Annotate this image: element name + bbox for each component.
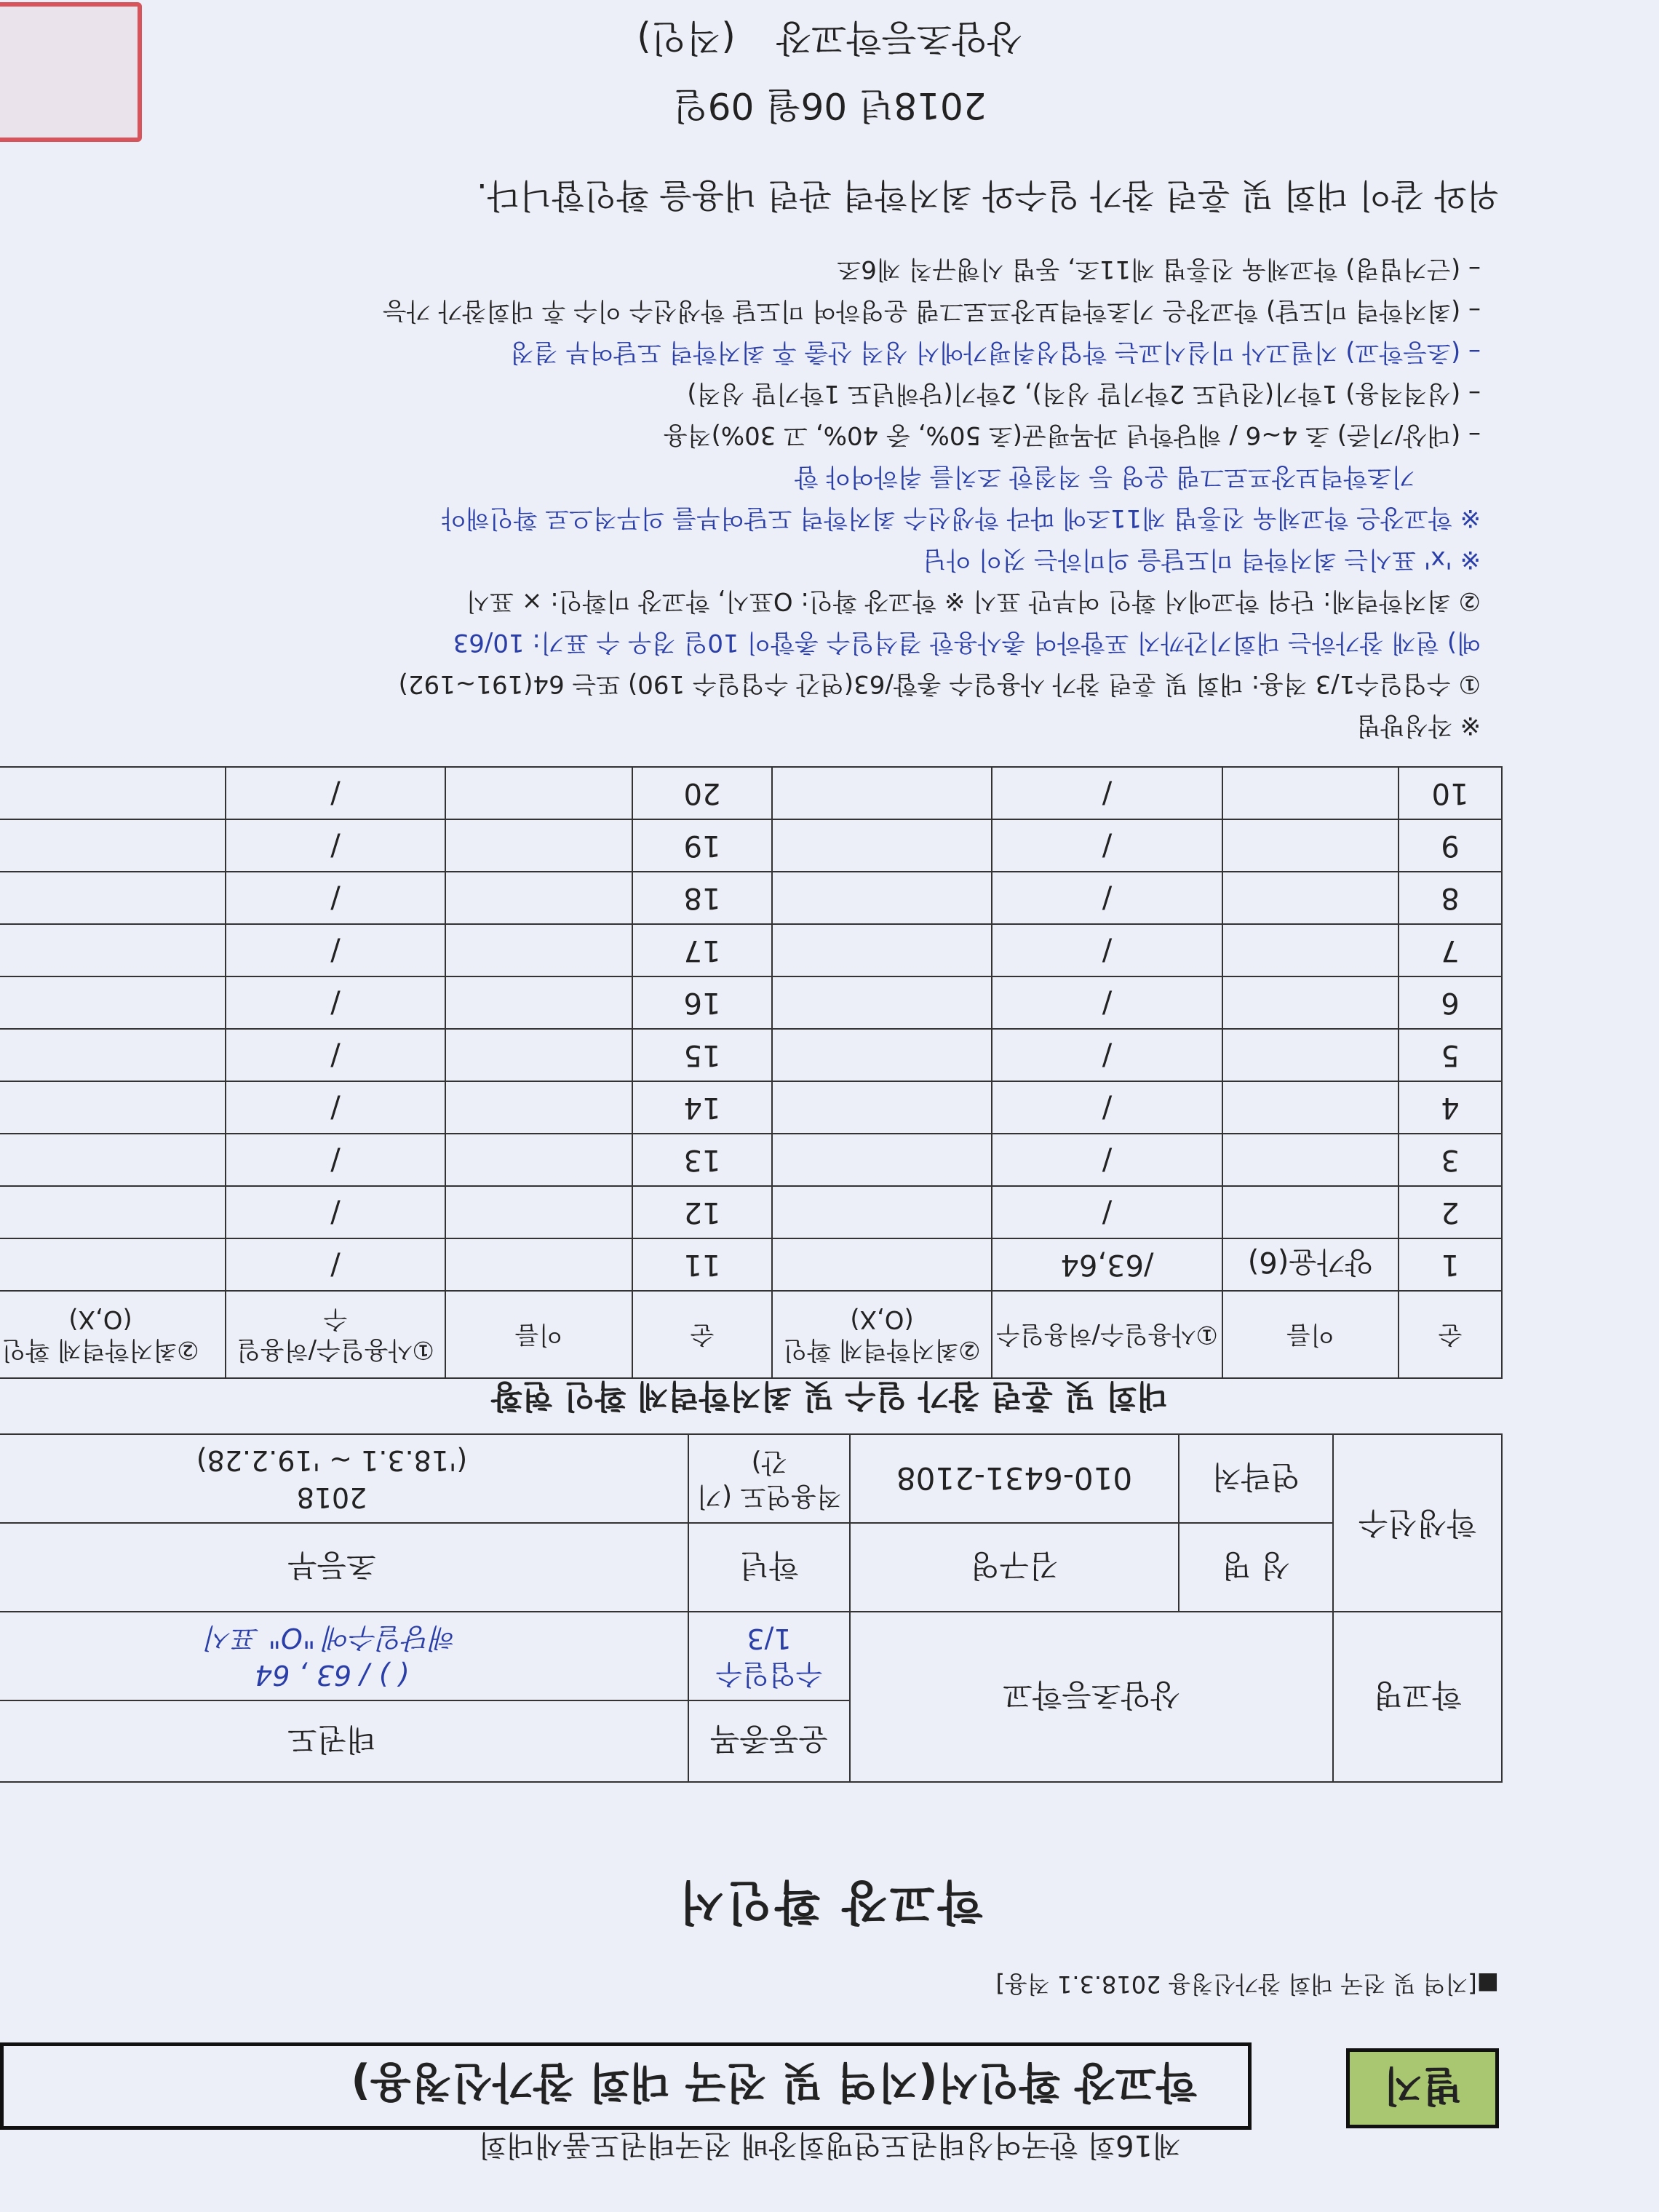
row-name bbox=[1222, 1134, 1399, 1186]
row-days-2: / bbox=[226, 1238, 445, 1291]
principal-signature bbox=[0, 15, 1659, 67]
table-row bbox=[0, 976, 1502, 1029]
grade-label: 학년 bbox=[688, 1523, 850, 1612]
row-no: 3 bbox=[1399, 1134, 1502, 1186]
row-academic bbox=[772, 1134, 992, 1186]
header-days-2: ①사용일수/허용일수 bbox=[226, 1291, 445, 1378]
row-academic bbox=[772, 767, 992, 819]
row-name-2 bbox=[445, 924, 632, 976]
row-name bbox=[1222, 767, 1399, 819]
row-name: 양가윤(6) bbox=[1222, 1238, 1399, 1291]
row-name bbox=[1222, 872, 1399, 924]
row-name bbox=[1222, 1029, 1399, 1081]
row-academic-2 bbox=[0, 1134, 226, 1186]
school-name-label: 학교명 bbox=[1333, 1612, 1502, 1782]
student-label: 학생선수 bbox=[1333, 1434, 1502, 1612]
row-days: / bbox=[992, 819, 1222, 872]
form-label-badge: 별지 bbox=[1346, 2048, 1499, 2128]
contact-label: 연락처 bbox=[1179, 1434, 1333, 1523]
row-no-2: 16 bbox=[632, 976, 772, 1029]
row-academic bbox=[772, 819, 992, 872]
row-no: 1 bbox=[1399, 1238, 1502, 1291]
sport-label: 운동종목 bbox=[688, 1700, 850, 1782]
attendance-value: ( ) / 63 , 64 bbox=[255, 1659, 409, 1692]
attendance-value-cell bbox=[0, 1612, 688, 1700]
row-no: 2 bbox=[1399, 1186, 1502, 1238]
row-academic-2 bbox=[0, 1186, 226, 1238]
year-value: 2018 bbox=[296, 1481, 367, 1514]
header-no-2: 순 bbox=[632, 1291, 772, 1378]
note-line: – (대상/기준) 초 4~6 / 해당학년 과목평균(초 50%, 중 40%, 고 30%)적용 bbox=[663, 421, 1481, 450]
row-academic bbox=[772, 976, 992, 1029]
attendance-ratio: 1/3 bbox=[747, 1623, 792, 1655]
school-name-value: 상암초등학교 bbox=[850, 1612, 1333, 1782]
row-days: / bbox=[992, 976, 1222, 1029]
note-line: – (성적적용) 1학기(전년도 2학기말 성적), 2학기(당해년도 1학기말 성적) bbox=[687, 379, 1481, 408]
row-academic bbox=[772, 1029, 992, 1081]
row-days: / bbox=[992, 872, 1222, 924]
row-days-2: / bbox=[226, 976, 445, 1029]
header-name: 이름 bbox=[1222, 1291, 1399, 1378]
contact-value: 010-6431-2108 bbox=[850, 1434, 1179, 1523]
row-academic-2 bbox=[0, 872, 226, 924]
row-name bbox=[1222, 819, 1399, 872]
row-academic-2 bbox=[0, 767, 226, 819]
principal-name: 상암초등학교장 bbox=[776, 17, 1022, 59]
header-name-2: 이름 bbox=[445, 1291, 632, 1378]
attendance-label-text: 수업일수 bbox=[715, 1658, 823, 1691]
row-name-2 bbox=[445, 819, 632, 872]
row-days-2: / bbox=[226, 1134, 445, 1186]
row-academic bbox=[772, 1186, 992, 1238]
row-days-2: / bbox=[226, 767, 445, 819]
note-line: – (근거법령) 학교체육 진흥법 제11조, 동법 시행규칙 제6조 bbox=[837, 255, 1481, 284]
row-no-2: 11 bbox=[632, 1238, 772, 1291]
row-name-2 bbox=[445, 1186, 632, 1238]
notes-section bbox=[4, 248, 1481, 746]
row-no-2: 15 bbox=[632, 1029, 772, 1081]
row-days-2: / bbox=[226, 1029, 445, 1081]
row-academic-2 bbox=[0, 819, 226, 872]
row-no: 8 bbox=[1399, 872, 1502, 924]
row-no-2: 20 bbox=[632, 767, 772, 819]
row-name bbox=[1222, 976, 1399, 1029]
row-name bbox=[1222, 1186, 1399, 1238]
period-value-cell bbox=[0, 1434, 688, 1523]
row-name-2 bbox=[445, 1029, 632, 1081]
competition-title: 제16회 한국여성태권도연맹회장배 전국태권도품새대회 bbox=[478, 2128, 1181, 2162]
header-no: 순 bbox=[1399, 1291, 1502, 1378]
row-no-2: 18 bbox=[632, 872, 772, 924]
row-no-2: 13 bbox=[632, 1134, 772, 1186]
note-line: 예) 현재 참가하는 대회기간까지 포함하여 총사용한 결석일수 총합이 10일 경우 수 표기: 10/63 bbox=[453, 628, 1481, 657]
row-name-2 bbox=[445, 872, 632, 924]
note-line: – (초등학교) 지필고사 미실시교는 학업성취평가에서 성적 산출 후 최저학력 도달여부 결정 bbox=[510, 338, 1481, 367]
row-days-2: / bbox=[226, 819, 445, 872]
table-row bbox=[0, 767, 1502, 819]
header-academic-2: ②최저학력제 확인(O,X) bbox=[0, 1291, 226, 1378]
row-academic bbox=[772, 1238, 992, 1291]
row-days-2: / bbox=[226, 872, 445, 924]
row-name-2 bbox=[445, 1081, 632, 1134]
standard-note: ■[지역 및 전국 대회 참가신청용 2018.3.1 적용] bbox=[995, 1970, 1499, 1998]
row-no: 10 bbox=[1399, 767, 1502, 819]
attendance-label bbox=[688, 1612, 850, 1700]
row-name-2 bbox=[445, 1238, 632, 1291]
document-title: 학교장 확인서 bbox=[676, 1874, 983, 1928]
attendance-note: 해당일수에 "O" 표시 bbox=[206, 1622, 458, 1654]
row-days: / bbox=[992, 1186, 1222, 1238]
row-no: 7 bbox=[1399, 924, 1502, 976]
row-academic bbox=[772, 872, 992, 924]
row-name-2 bbox=[445, 767, 632, 819]
row-no: 4 bbox=[1399, 1081, 1502, 1134]
row-days-2: / bbox=[226, 1186, 445, 1238]
row-no: 6 bbox=[1399, 976, 1502, 1029]
row-academic bbox=[772, 1081, 992, 1134]
sport-value: 태권도 bbox=[0, 1700, 688, 1782]
table-row bbox=[0, 1081, 1502, 1134]
row-no-2: 17 bbox=[632, 924, 772, 976]
form-title-box: 학교장 확인서(지역 및 전국 대회 참가신청용) bbox=[0, 2042, 1252, 2130]
row-no-2: 19 bbox=[632, 819, 772, 872]
row-academic-2 bbox=[0, 924, 226, 976]
row-name bbox=[1222, 924, 1399, 976]
row-academic-2 bbox=[0, 1238, 226, 1291]
row-name bbox=[1222, 1081, 1399, 1134]
row-days: /63,64 bbox=[992, 1238, 1222, 1291]
row-days-2: / bbox=[226, 924, 445, 976]
record-header-row bbox=[0, 1291, 1502, 1378]
table-row bbox=[0, 819, 1502, 872]
row-no: 5 bbox=[1399, 1029, 1502, 1081]
period-label: 적용연도 (기간) bbox=[688, 1434, 850, 1523]
row-academic bbox=[772, 924, 992, 976]
row-no-2: 12 bbox=[632, 1186, 772, 1238]
header-academic: ②최저학력제 확인(O,X) bbox=[772, 1291, 992, 1378]
row-days: / bbox=[992, 1029, 1222, 1081]
table-row bbox=[0, 1238, 1502, 1291]
table-row bbox=[0, 872, 1502, 924]
school-info-table bbox=[0, 1433, 1503, 1783]
row-days: / bbox=[992, 924, 1222, 976]
table-row bbox=[0, 1134, 1502, 1186]
row-no: 9 bbox=[1399, 819, 1502, 872]
notes-heading: ※ 작성방법 bbox=[1356, 711, 1481, 740]
seal-suffix: (직인) bbox=[637, 17, 736, 59]
row-name-2 bbox=[445, 1134, 632, 1186]
student-name-value: 김구영 bbox=[850, 1523, 1179, 1612]
row-days: / bbox=[992, 1081, 1222, 1134]
row-academic-2 bbox=[0, 1029, 226, 1081]
issue-date: 2018년 06월 09일 bbox=[672, 84, 987, 127]
grade-value: 초등부 bbox=[0, 1523, 688, 1612]
table-row bbox=[0, 924, 1502, 976]
row-academic-2 bbox=[0, 1081, 226, 1134]
note-line: ※ 학교장은 학교체육 진흥법 제11조에 따라 학생선수 최저학력 도달여부를 의무적으로 확인해야 bbox=[442, 504, 1481, 533]
table-row bbox=[0, 1029, 1502, 1081]
row-academic-2 bbox=[0, 976, 226, 1029]
row-days: / bbox=[992, 1134, 1222, 1186]
record-table bbox=[0, 766, 1503, 1379]
row-days: / bbox=[992, 767, 1222, 819]
note-line: ※ 'x' 표시는 최저학력 미도달을 의미하는 것이 아님 bbox=[923, 545, 1481, 574]
name-label: 성 명 bbox=[1179, 1523, 1333, 1612]
note-line: ② 최저학력제: 단위 학교에서 확인 여부만 표시 ※ 학교장 확인: O표시, 학교장 미확인: × 표시 bbox=[466, 586, 1481, 616]
note-line: ① 수업일수1/3 적용: 대회 및 훈련 참가 사용일수 총합/63(연간 수업일수 190) 또는 64(191~192) bbox=[398, 669, 1481, 699]
row-no-2: 14 bbox=[632, 1081, 772, 1134]
record-section-title: 대회 및 훈련 참가 일수 및 최저학력제 확인 현황 bbox=[490, 1377, 1169, 1415]
period-value: ('18.3.1 ~ '19.2.28) bbox=[196, 1444, 468, 1476]
row-name-2 bbox=[445, 976, 632, 1029]
confirmation-text: 위와 같이 대회 및 훈련 참가 일수와 최저학력 관련 내용을 확인합니다. bbox=[476, 176, 1499, 215]
note-line: 기초학력보장프로그램 운영 등 적절한 조치를 취하여야 함 bbox=[794, 462, 1415, 491]
table-row bbox=[0, 1186, 1502, 1238]
row-days-2: / bbox=[226, 1081, 445, 1134]
note-line: – (최저학력 미도달) 학교장은 기초학력보장프로그램 운영하여 미도달 학생선수 이수 후 대회참가 가능 bbox=[382, 296, 1481, 325]
official-seal-stamp bbox=[0, 2, 142, 142]
header-days: ①사용일수/허용일수 bbox=[992, 1291, 1222, 1378]
